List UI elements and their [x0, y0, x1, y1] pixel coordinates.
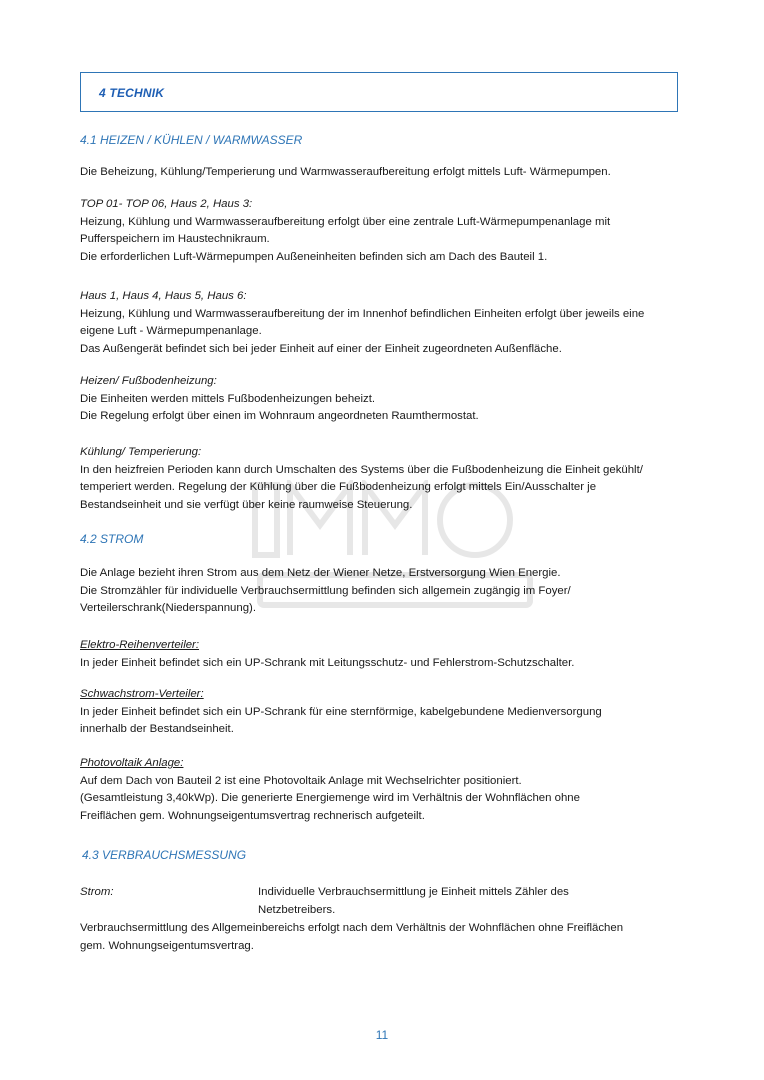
kuehlung-label: Kühlung/ Temperierung:	[80, 446, 202, 458]
top-block	[80, 196, 680, 266]
section-heading-4-1: 4.1 HEIZEN / KÜHLEN / WARMWASSER	[80, 133, 303, 147]
paragraph-line: Verbrauchsermittlung des Allgemeinbereichs erfolgt nach dem Verhältnis der Wohnflächen ohne Freiflächen	[80, 922, 624, 934]
paragraph-line: Die Einheiten werden mittels Fußbodenheizungen beheizt.	[80, 392, 376, 405]
page-number: 11	[375, 1028, 389, 1042]
chapter-heading-box	[80, 72, 678, 112]
strom-label: Strom:	[80, 886, 114, 898]
paragraph-line: Die erforderlichen Luft-Wärmepumpen Außeneinheiten befinden sich am Dach des Bauteil 1.	[80, 250, 548, 263]
paragraph-line: In jeder Einheit befindet sich ein UP-Schrank mit Leitungsschutz- und Fehlerstrom-Schutzschalter.	[80, 656, 575, 669]
haus-block	[80, 288, 680, 358]
chapter-title: 4 TECHNIK	[99, 86, 165, 100]
paragraph-line: Individuelle Verbrauchsermittlung je Einheit mittels Zähler des	[258, 886, 569, 898]
verbrauch-paragraph	[80, 920, 680, 955]
paragraph-line: In jeder Einheit befindet sich ein UP-Schrank für eine sternförmige, kabelgebundene Medienversorgung	[80, 705, 602, 718]
section-4-1-intro	[80, 164, 680, 182]
paragraph-line: Das Außengerät befindet sich bei jeder Einheit auf einer der Einheit zugeordneten Außenfläche.	[80, 342, 562, 355]
strom-value	[258, 884, 678, 919]
elektro-block	[80, 637, 680, 672]
paragraph-line: innerhalb der Bestandseinheit.	[80, 723, 234, 735]
elektro-label: Elektro-Reihenverteiler:	[80, 639, 200, 651]
paragraph-line: Freiflächen gem. Wohnungseigentumsvertrag rechnerisch aufgeteilt.	[80, 809, 425, 822]
paragraph-line: Heizung, Kühlung und Warmwasseraufbereitung erfolgt über eine zentrale Luft-Wärmepumpenanlage mit	[80, 215, 611, 228]
heizen-block	[80, 373, 680, 426]
paragraph-line: Pufferspeichern im Haustechnikraum.	[80, 233, 270, 245]
photovoltaik-block	[80, 755, 680, 825]
paragraph-line: temperiert werden. Regelung der Kühlung über die Fußbodenheizung erfolgt mittels Ein/Ausschalter je	[80, 481, 597, 493]
paragraph-line: Verteilerschrank(Niederspannung).	[80, 602, 257, 614]
paragraph-line: Die Stromzähler für individuelle Verbrauchsermittlung befinden sich allgemein zugängig im Foyer/	[80, 584, 571, 597]
paragraph-line: Auf dem Dach von Bauteil 2 ist eine Photovoltaik Anlage mit Wechselrichter positioniert.	[80, 774, 522, 787]
paragraph-line: gem. Wohnungseigentumsvertrag.	[80, 939, 254, 952]
paragraph-line: Die Regelung erfolgt über einen im Wohnraum angeordneten Raumthermostat.	[80, 410, 479, 422]
paragraph-line: Heizung, Kühlung und Warmwasseraufbereitung der im Innenhof befindlichen Einheiten erfolgt über jeweils eine	[80, 307, 645, 320]
watermark-logo-icon	[250, 480, 540, 630]
top-label: TOP 01- TOP 06, Haus 2, Haus 3:	[80, 198, 253, 210]
paragraph-line: In den heizfreien Perioden kann durch Umschalten des Systems über die Fußbodenheizung die Einheit gekühlt/	[80, 463, 643, 476]
schwachstrom-block	[80, 686, 680, 739]
paragraph-line: Die Anlage bezieht ihren Strom aus dem Netz der Wiener Netze, Erstversorgung Wien Energie.	[80, 567, 561, 579]
heizen-label: Heizen/ Fußbodenheizung:	[80, 375, 217, 387]
paragraph-line: (Gesamtleistung 3,40kWp). Die generierte Energiemenge wird im Verhältnis der Wohnflächen ohne	[80, 792, 580, 804]
paragraph-line: Die Beheizung, Kühlung/Temperierung und Warmwasseraufbereitung erfolgt mittels Luft- Wärmepumpen.	[80, 166, 611, 178]
photovoltaik-label: Photovoltaik Anlage:	[80, 757, 184, 769]
paragraph-line: eigene Luft - Wärmepumpenanlage.	[80, 325, 262, 337]
section-heading-4-2: 4.2 STROM	[80, 532, 144, 546]
haus-label: Haus 1, Haus 4, Haus 5, Haus 6:	[80, 290, 247, 302]
schwachstrom-label: Schwachstrom-Verteiler:	[80, 688, 204, 700]
paragraph-line: Netzbetreibers.	[258, 903, 336, 916]
paragraph-line: Bestandseinheit und sie verfügt über keine raumweise Steuerung.	[80, 498, 413, 511]
section-heading-4-3: 4.3 VERBRAUCHSMESSUNG	[82, 848, 247, 862]
